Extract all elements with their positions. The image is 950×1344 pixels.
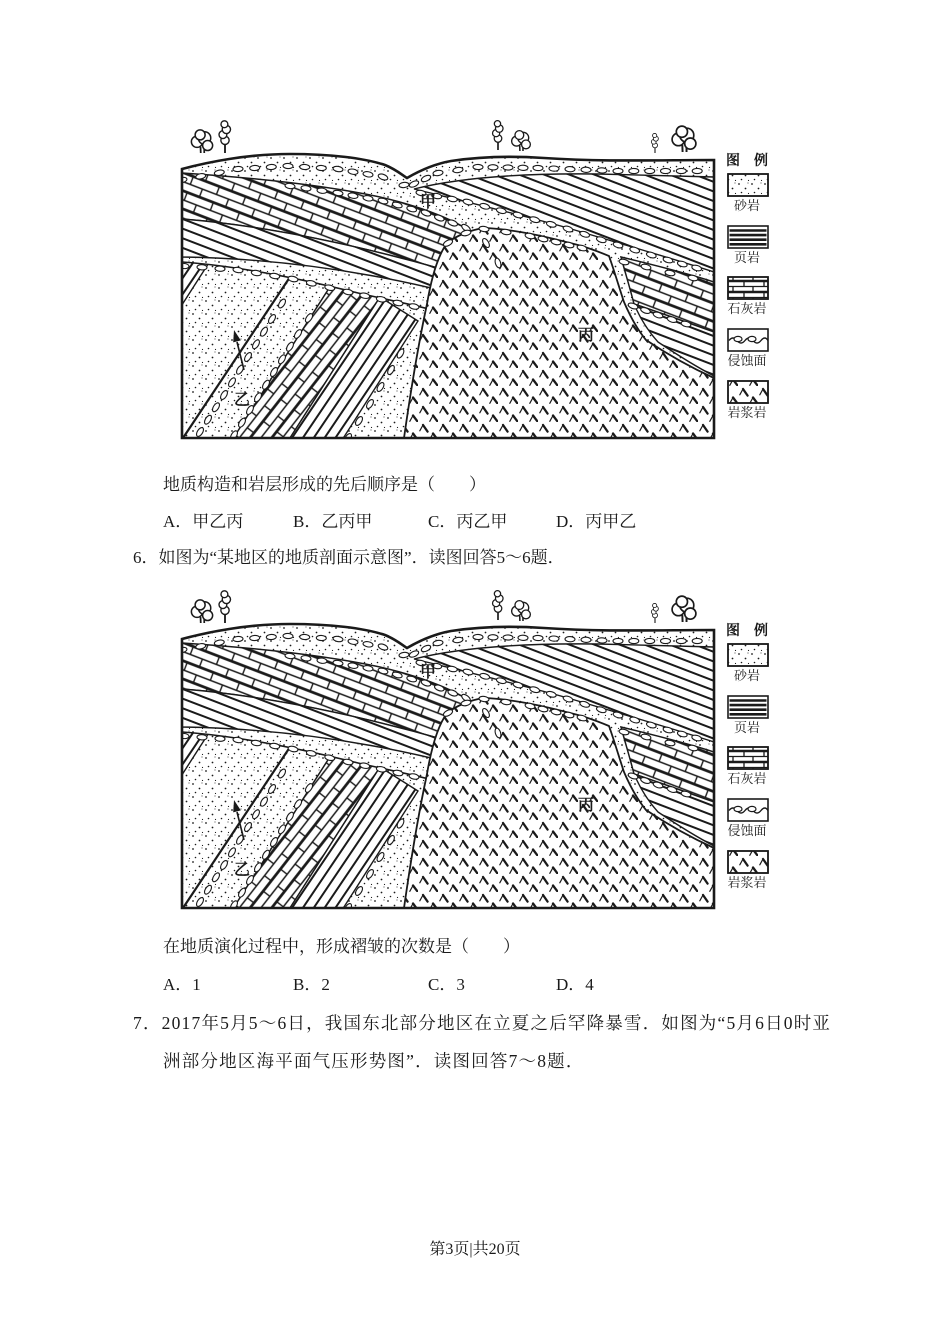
page-number-footer: 第3页|共20页 [429,1241,521,1258]
stratum-label-jia: 甲 [419,194,437,211]
cross-section-ground [178,615,714,916]
geology-cross-section-figure-q5 [178,116,770,446]
q5-option-c: C．丙乙甲 [428,512,508,531]
geology-cross-section-svg [178,586,770,916]
tree-icon [512,131,531,151]
legend-label-2: 石灰岩 [727,771,767,786]
q5-option-b: B．乙丙甲 [293,512,373,531]
legend-label-3: 侵蚀面 [727,353,767,368]
tree-icon [191,130,212,153]
tree-icon [651,133,658,153]
q6-option-d: D．4 [556,975,594,994]
legend-label-0: 砂岩 [733,198,761,213]
legend-title: 图 例 [726,154,768,169]
legend [726,152,768,420]
legend-label-0: 砂岩 [733,668,761,683]
stratum-label-bing: 丙 [577,327,595,344]
q5-option-a: A．甲乙丙 [163,512,244,531]
tree-icon [493,121,504,150]
q5-stem: 地质构造和岩层形成的先后顺序是（ ） [163,475,486,494]
trees [191,121,696,153]
legend-label-2: 石灰岩 [727,301,767,316]
tree-icon [512,601,531,621]
q6-intro: 6．如图为“某地区的地质剖面示意图”．读图回答5～6题． [133,548,565,567]
legend-title: 图 例 [726,624,768,639]
stratum-label-jia: 甲 [419,664,437,681]
q7-line1: 7．2017年5月5～6日，我国东北部分地区在立夏之后罕降暴雪．如图为“5月6日0时亚 [133,1013,832,1033]
q6-option-b: B．2 [293,975,330,994]
q7-line2: 洲部分地区海平面气压形势图”．读图回答7～8题． [163,1051,585,1071]
legend-label-4: 岩浆岩 [727,405,767,420]
tree-icon [493,591,504,620]
legend [726,622,768,890]
stratum-label-bing: 丙 [577,797,595,814]
geology-cross-section-figure-q6 [178,586,770,916]
trees [191,591,696,623]
tree-icon [672,126,696,152]
tree-icon [219,121,231,153]
tree-icon [219,591,231,623]
tree-icon [651,603,658,623]
cross-section-ground [178,145,714,446]
tree-icon [191,600,212,623]
tree-icon [672,596,696,622]
geology-cross-section-svg [178,116,770,446]
stratum-label-yi: 乙 [233,862,251,879]
legend-label-4: 岩浆岩 [727,875,767,890]
q6-stem: 在地质演化过程中，形成褶皱的次数是（ ） [163,937,520,956]
stratum-label-yi: 乙 [233,392,251,409]
q5-option-d: D．丙甲乙 [556,512,637,531]
legend-label-1: 页岩 [733,250,761,265]
legend-label-3: 侵蚀面 [727,823,767,838]
q6-option-a: A．1 [163,975,201,994]
legend-label-1: 页岩 [733,720,761,735]
q6-option-c: C．3 [428,975,465,994]
